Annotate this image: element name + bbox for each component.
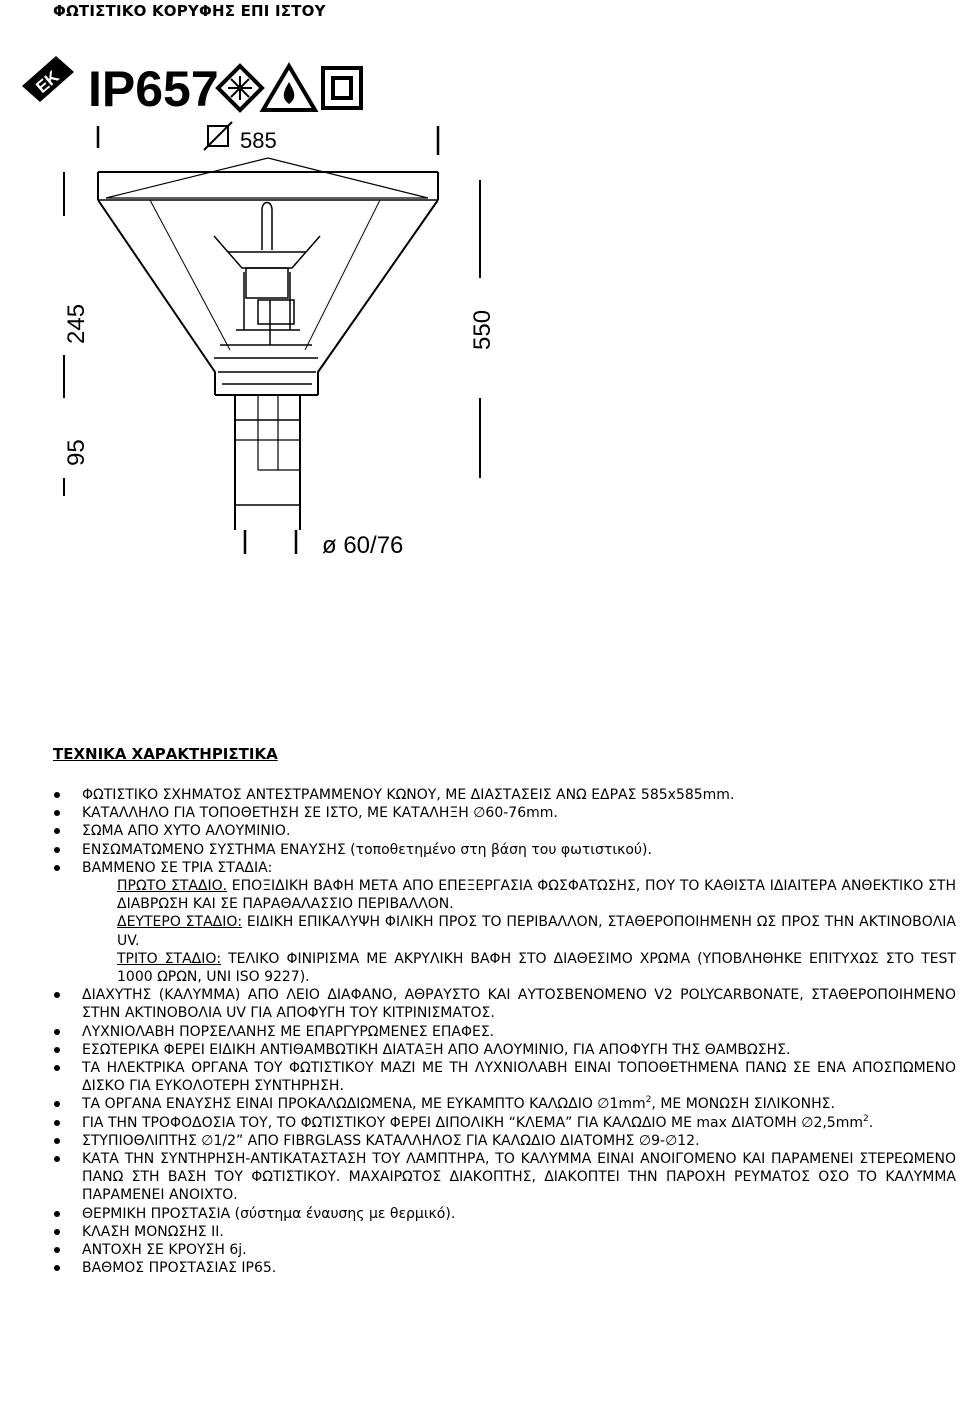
list-item: ΓΙΑ ΤΗΝ ΤΡΟΦΟΔΟΣΙΑ ΤΟΥ, ΤΟ ΦΩΤΙΣΤΙΚΟΥ ΦΕΡΕΙ ΔΙΠΟΛΙΚΗ “ΚΛΕΜΑ” ΓΙΑ ΚΑΛΩΔΙΟ ΜΕ max ΔΙΑΤΟΜΗ $\emptyset 2,5mm^2$. bbox=[0, 1114, 960, 1132]
svg-text:EK: EK bbox=[32, 67, 63, 97]
ip-rating: IP657 bbox=[88, 61, 219, 117]
warning-triangle-icon bbox=[263, 66, 315, 110]
enec-mark-icon bbox=[22, 56, 74, 102]
list-item: ΒΑΜΜΕΝΟ ΣΕ ΤΡΙΑ ΣΤΑΔΙΑ: bbox=[0, 859, 960, 877]
list-item: ΤΑ ΗΛΕΚΤΡΙΚΑ ΟΡΓΑΝΑ ΤΟΥ ΦΩΤΙΣΤΙΚΟΥ ΜΑΖΙ ΜΕ ΤΗ ΛΥΧΝΙΟΛΑΒΗ ΕΙΝΑΙ ΤΟΠΟΘΕΤΗΜΕΝΑ ΠΑΝΩ ΣΕ ΕΝΑ ΑΠΟΣΠΩΜΕΝΟ ΔΙΣΚΟ ΓΙΑ ΕΥΚΟΛΟΤΕΡΗ ΣΥΝΤΗΡΗΣΗ. bbox=[0, 1059, 960, 1095]
list-item: ΕΣΩΤΕΡΙΚΑ ΦΕΡΕΙ ΕΙΔΙΚΗ ΑΝΤΙΘΑΜΒΩΤΙΚΗ ΔΙΑΤΑΞΗ ΑΠΟ ΑΛΟΥΜΙΝΙΟ, ΓΙΑ ΑΠΟΦΥΓΗ ΤΗΣ ΘΑΜΒΩΣΗΣ. bbox=[0, 1041, 960, 1059]
list-item: ΤΑ ΟΡΓΑΝΑ ΕΝΑΥΣΗΣ ΕΙΝΑΙ ΠΡΟΚΑΛΩΔΙΩΜΕΝΑ, ΜΕ ΕΥΚΑΜΠΤΟ ΚΑΛΩΔΙΟ $\emptyset 1mm^2$, ΜΕ ΜΟΝΩΣΗ ΣΙΛΙΚΟΝΗΣ. bbox=[0, 1095, 960, 1113]
list-item: ΒΑΘΜΟΣ ΠΡΟΣΤΑΣΙΑΣ IP65. bbox=[0, 1259, 960, 1277]
lamp-assembly bbox=[214, 203, 320, 385]
list-item: ΕΝΣΩΜΑΤΩΜΕΝΟ ΣΥΣΤΗΜΑ ΕΝΑΥΣΗΣ (τοποθετημένο στη βάση του φωτιστικού). bbox=[0, 841, 960, 859]
list-item: ΚΑΤΑΛΛΗΛΟ ΓΙΑ ΤΟΠΟΘΕΤΗΣΗ ΣΕ ΙΣΤΟ, ΜΕ ΚΑΤΑΛΗΞΗ ∅60-76mm. bbox=[0, 804, 960, 822]
lamp-head bbox=[98, 158, 438, 395]
list-item: ΛΥΧΝΙΟΛΑΒΗ ΠΟΡΣΕΛΑΝΗΣ ΜΕ ΕΠΑΡΓΥΡΩΜΕΝΕΣ ΕΠΑΦΕΣ. bbox=[0, 1023, 960, 1041]
list-item: ΣΩΜΑ ΑΠΟ ΧΥΤΟ ΑΛΟΥΜΙΝΙΟ. bbox=[0, 822, 960, 840]
paint-stage-3: ΤΡΙΤΟ ΣΤΑΔΙΟ: ΤΕΛΙΚΟ ΦΙΝΙΡΙΣΜΑ ΜΕ ΑΚΡΥΛΙΚΗ ΒΑΦΗ ΣΤΟ ΔΙΑΘΕΣΙΜΟ ΧΡΩΜΑ (ΥΠΟΒΛΗΘΗΚΕ ΕΠΙΤΥΧΩΣ ΣΤΟ TEST 1000 ΩΡΩΝ, UNI ISO 9227). bbox=[117, 950, 956, 986]
list-item: ΦΩΤΙΣΤΙΚΟ ΣΧΗΜΑΤΟΣ ΑΝΤΕΣΤΡΑΜΜΕΝΟΥ ΚΩΝΟΥ, ΜΕ ΔΙΑΣΤΑΣΕΙΣ ΑΝΩ ΕΔΡΑΣ 585x585mm. bbox=[0, 786, 960, 804]
no-fire-mark-icon bbox=[218, 66, 262, 110]
list-item: ΚΛΑΣΗ ΜΟΝΩΣΗΣ ΙΙ. bbox=[0, 1223, 960, 1241]
specs-list bbox=[0, 786, 960, 1277]
paint-stage-2: ΔΕΥΤΕΡΟ ΣΤΑΔΙΟ: ΕΙΔΙΚΗ ΕΠΙΚΑΛΥΨΗ ΦΙΛΙΚΗ ΠΡΟΣ ΤΟ ΠΕΡΙΒΑΛΛΟΝ, ΣΤΑΘΕΡΟΠΟΙΗΜΕΝΗ ΩΣ ΠΡΟΣ ΤΗΝ ΑΚΤΙΝΟΒΟΛΙΑ UV. bbox=[117, 914, 956, 949]
luminaire-technical-drawing bbox=[0, 40, 960, 580]
paint-stage-1: ΠΡΩΤΟ ΣΤΑΔΙΟ. ΕΠΟΞΙΔΙΚΗ ΒΑΦΗ ΜΕΤΑ ΑΠΟ ΕΠΕΞΕΡΓΑΣΙΑ ΦΩΣΦΑΤΩΣΗΣ, ΠΟΥ ΤΟ ΚΑΘΙΣΤΑ ΙΔΙΑΙΤΕΡΑ ΑΝΘΕΚΤΙΚΟ ΣΤΗ ΔΙΑΒΡΩΣΗ ΚΑΙ ΣΕ ΠΑΡΑΘΑΛΑΣΣΙΟ ΠΕΡΙΒΑΛΛΟΝ. bbox=[117, 878, 956, 913]
page-title: ΦΩΤΙΣΤΙΚΟ ΚΟΡΥΦΗΣ ΕΠΙ ΙΣΤΟΥ bbox=[53, 2, 326, 20]
pole-socket bbox=[215, 395, 318, 530]
class-ii-insulation-icon bbox=[323, 68, 361, 108]
certification-marks bbox=[22, 56, 361, 117]
specs-title: ΤΕΧΝΙΚΑ ΧΑΡΑΚΤΗΡΙΣΤΙΚΑ bbox=[53, 745, 278, 763]
dimension-lower: 95 bbox=[63, 439, 90, 466]
list-item: ΔΙΑΧΥΤΗΣ (ΚΑΛΥΜΜΑ) ΑΠΟ ΛΕΙΟ ΔΙΑΦΑΝΟ, ΑΘΡΑΥΣΤΟ ΚΑΙ ΑΥΤΟΣΒΕΝΟΜΕΝΟ V2 POLYCARBONATE, ΣΤΑΘΕΡΟΠΟΙΗΜΕΝΟ ΣΤΗΝ ΑΚΤΙΝΟΒΟΛΙΑ UV ΓΙΑ ΑΠΟΦΥΓΗ ΤΟΥ ΚΙΤΡΙΝΙΣΜΑΤΟΣ. bbox=[0, 986, 960, 1022]
list-item: ΣΤΥΠΙΟΘΛΙΠΤΗΣ ∅1/2” ΑΠΟ FIBRGLASS ΚΑΤΑΛΛΗΛΟΣ ΓΙΑ ΚΑΛΩΔΙΟ ΔΙΑΤΟΜΗΣ ∅9-∅12. bbox=[0, 1132, 960, 1150]
dimension-top: 585 bbox=[240, 128, 277, 153]
list-item: ΘΕΡΜΙΚΗ ΠΡΟΣΤΑΣΙΑ (σύστημα έναυσης με θερμικό). bbox=[0, 1205, 960, 1223]
list-item: ΚΑΤΑ ΤΗΝ ΣΥΝΤΗΡΗΣΗ-ΑΝΤΙΚΑΤΑΣΤΑΣΗ ΤΟΥ ΛΑΜΠΤΗΡΑ, ΤΟ ΚΑΛΥΜΜΑ ΕΙΝΑΙ ΑΝΟΙΓΟΜΕΝΟ ΚΑΙ ΠΑΡΑΜΕΝΕΙ ΣΤΕΡΕΩΜΕΝΟ ΠΑΝΩ ΣΤΗ ΒΑΣΗ ΤΟΥ ΦΩΤΙΣΤΙΚΟΥ. ΜΑΧΑΙΡΩΤΟΣ ΔΙΑΚΟΠΤΗΣ, ΔΙΑΚΟΠΤΕΙ ΤΗΝ ΠΑΡΟΧΗ ΡΕΥΜΑΤΟΣ ΟΣΟ ΤΟ ΚΑΛΥΜΜΑ ΠΑΡΑΜΕΝΕΙ ΑΝΟΙΧΤΟ. bbox=[0, 1150, 960, 1205]
dimension-upper: 245 bbox=[63, 303, 90, 344]
dimension-height: 550 bbox=[469, 309, 496, 350]
dimension-bottom: ø 60/76 bbox=[322, 532, 404, 559]
list-item: ΑΝΤΟΧΗ ΣΕ ΚΡΟΥΣΗ 6j. bbox=[0, 1241, 960, 1259]
diameter-symbol-icon bbox=[204, 122, 232, 150]
